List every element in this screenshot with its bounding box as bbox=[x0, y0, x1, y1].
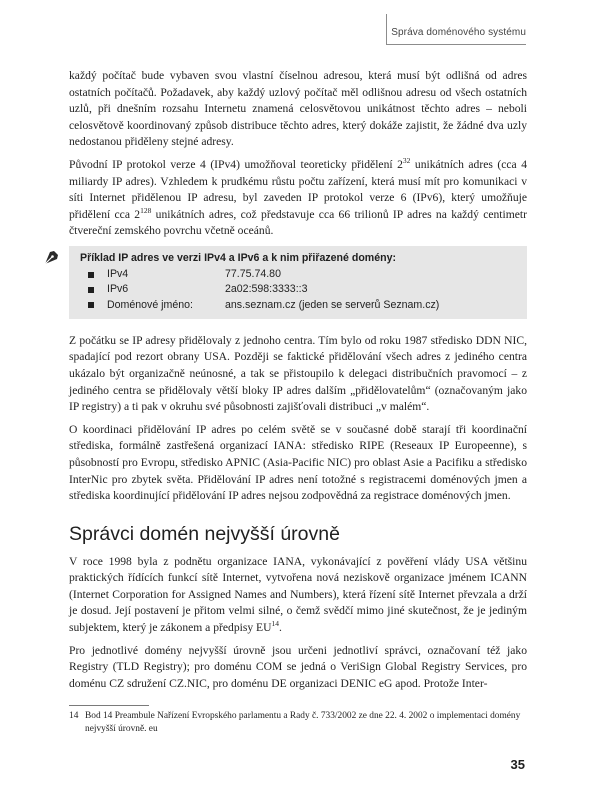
header-divider bbox=[386, 44, 526, 45]
footnote-ref: 14 bbox=[271, 619, 280, 629]
page-header bbox=[0, 0, 594, 44]
example-title: Příklad IP adres ve verzi IPv4 a IPv6 a k nim přiřazené domény: bbox=[80, 251, 397, 264]
bullet-icon bbox=[88, 272, 94, 278]
example-value: 2a02:598:3333::3 bbox=[225, 283, 308, 296]
page-body bbox=[69, 68, 527, 698]
footnote-text: Bod 14 Preambule Nařízení Evropského parlamentu a Rady č. 733/2002 ze dne 22. 4. 2002 o implementaci domény nejvyšší úrovně. eu bbox=[85, 711, 521, 734]
page-number: 35 bbox=[510, 757, 525, 772]
example-label: Doménové jméno: bbox=[107, 298, 193, 311]
paragraph: O koordinaci přidělování IP adres po celém světě se v současné době starají tři koordinační střediska, formálně zastřešená organizací IANA: středisko RIPE (Reseaux IP Europeenne), s působností pro Evropu, středisko APNIC (Asia-Pacific NIC) pro oblast Asie a Pacifiku a středisko InterNic pro zbytek světa. Přidělování IP adres není totožné s registracemi doménových jmen a střediska koordinující přidělování IP adres nejsou zodpovědná za registrace doménových jmen. bbox=[69, 422, 527, 503]
paragraph: Pro jednotlivé domény nejvyšší úrovně jsou určeni jednotliví správci, označovaní též jako Registry (TLD Registry); pro doménu COM se jedná o VeriSign Global Registry Services, pro doménu CZ sdružení CZ.NIC, pro doménu DE organizaci DENIC eG apod. Protože Inter- bbox=[69, 643, 527, 690]
example-label: IPv4 bbox=[107, 268, 129, 281]
example-box bbox=[69, 246, 527, 319]
bullet-icon bbox=[88, 302, 94, 308]
paragraph: Z počátku se IP adresy přidělovaly z jednoho centra. Tím bylo od roku 1987 středisko DDN NIC, spadající pod rezort obrany USA. Později se faktické přidělování všech adres z jediného centra ukázalo být organizačně neúnosné, a tak se přistoupilo k delegaci distribučních pravomocí – z jediného centra se přidělovaly větší bloky IP adres dalším „přidělovatelům“ (označovaným jako IP registry) a ti pak v okruhu své působnosti zajišťovali distribuci „v malém“. bbox=[69, 333, 527, 414]
footnote-number: 14 bbox=[69, 711, 79, 721]
header-divider-vertical bbox=[386, 14, 387, 44]
list-item bbox=[80, 282, 516, 297]
example-label: IPv6 bbox=[107, 283, 129, 296]
example-value: 77.75.74.80 bbox=[225, 268, 281, 281]
pen-nib-icon bbox=[42, 247, 62, 267]
exponent: 32 bbox=[402, 155, 411, 165]
bullet-icon bbox=[88, 287, 94, 293]
list-item bbox=[80, 267, 516, 282]
exponent: 128 bbox=[140, 205, 152, 215]
list-item bbox=[80, 298, 516, 313]
footnote bbox=[69, 710, 527, 736]
footnote-divider bbox=[69, 705, 149, 706]
section-heading: Správci domén nejvyšší úrovně bbox=[69, 522, 340, 545]
running-title: Správa doménového systému bbox=[391, 27, 526, 38]
paragraph: každý počítač bude vybaven svou vlastní číselnou adresou, která musí být odlišná od adres ostatních počítačů. Požadavek, aby každý uzlový počítač měl odlišnou adresu od všech ostatních uzlů, při dnešním rozsahu Internetu znamená celosvětovou unikátnost těchto adres – neboli celosvětově koordinovaný způsob distribuce těchto adres, který dokáže zajistit, že žádné dva uzly nedostanou přiděleny stejné adresy. bbox=[69, 69, 527, 149]
paragraph-icann: V roce 1998 byla z podnětu organizace IANA, vykonávající z pověření vlády USA většinu praktických řídících funkcí sítě Internet, vytvořena nová neziskově organizace jménem ICANN (Internet Corporation for Assigned Names and Numbers), která řízení sítě Internet převzala a drží je dosud. Její postavení je přitom velmi silné, o čemž svědčí mimo jiné skutečnost, že je jediným subjektem, který je zákonem a předpisy EU$^{14}$. bbox=[69, 554, 527, 635]
example-value: ans.seznam.cz (jeden se serverů Seznam.cz) bbox=[225, 298, 440, 311]
paragraph-ipv4-ipv6: Původní IP protokol verze 4 (IPv4) umožňoval teoreticky přidělení $2^{32}$ unikátních adres (cca 4 miliardy IP adres). Vzhledem k prudkému růstu počtu zařízení, která musí mít pro komunikaci v síti Internet přidělenou IP adresu, byl zaveden IP protokol verze 6 (IPv6), který umožňuje přidělení cca $2^{128}$ unikátních adres, což představuje cca 66 trilionů IP adres na každý centimetr čtvereční zemského povrchu včetně oceánů. bbox=[69, 155, 527, 238]
